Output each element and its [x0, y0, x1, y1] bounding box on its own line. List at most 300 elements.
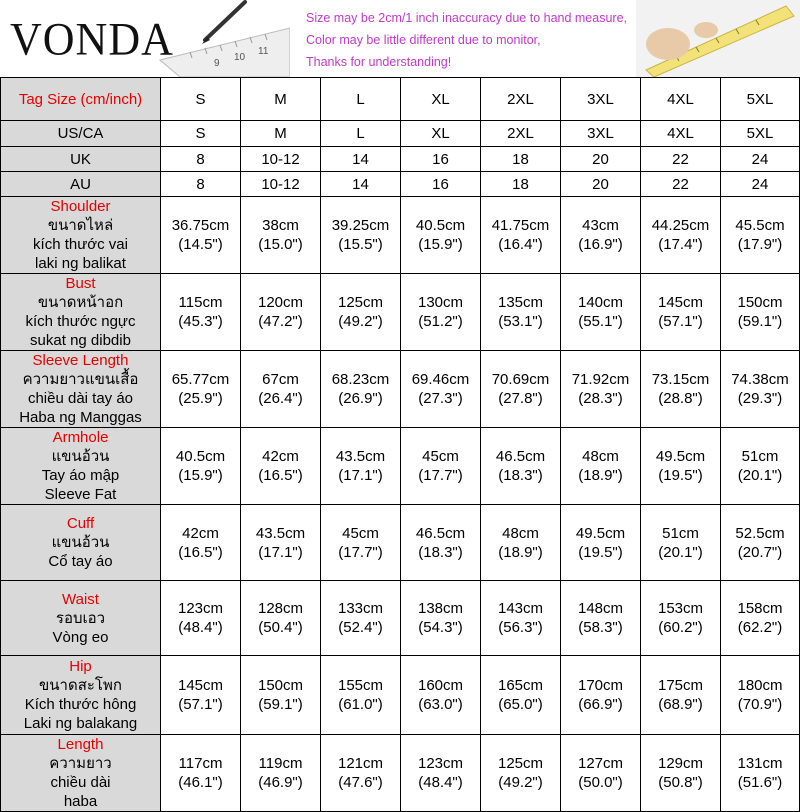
- row-label-line: AU: [70, 175, 91, 193]
- size-value: (70.9"): [737, 696, 783, 713]
- size-value-cell: [641, 121, 721, 147]
- table-row: [1, 78, 800, 121]
- table-row: [1, 581, 800, 656]
- size-value: 14: [352, 175, 369, 193]
- size-value-cell: [561, 351, 641, 428]
- size-value: 155cm: [337, 677, 384, 694]
- size-value: 133cm: [337, 600, 384, 617]
- size-value-cell: [721, 274, 800, 351]
- ruler-number: 11: [258, 46, 269, 57]
- size-value-cell: [321, 428, 401, 505]
- size-value-cell: [721, 197, 800, 274]
- size-value: 153cm: [657, 600, 704, 617]
- size-value: (25.9"): [178, 390, 223, 407]
- row-label: [1, 505, 161, 581]
- size-value: 2XL: [507, 90, 534, 108]
- size-value-cell: [561, 78, 641, 121]
- size-value: 51cm: [741, 448, 779, 465]
- size-value: (66.9"): [578, 696, 623, 713]
- row-label: [1, 656, 161, 735]
- size-value-cell: [481, 121, 561, 147]
- size-value: 68.23cm: [331, 371, 390, 388]
- size-value-cell: [721, 351, 800, 428]
- size-value: 45cm: [342, 524, 379, 542]
- size-value-cell: [401, 581, 481, 656]
- size-value: (49.2"): [498, 774, 543, 791]
- size-value-cell: [321, 121, 401, 147]
- size-value: 42cm: [182, 524, 219, 542]
- size-value: (63.0"): [418, 696, 463, 713]
- size-value-cell: [721, 656, 800, 735]
- size-value: (29.3"): [737, 390, 783, 407]
- brand-logo: VONDA: [10, 13, 174, 66]
- size-value-cell: [481, 351, 561, 428]
- size-value: (62.2"): [737, 619, 783, 636]
- row-label-line: แขนอ้วน: [51, 448, 110, 465]
- size-value-cell: [561, 147, 641, 172]
- size-value-cell: [481, 197, 561, 274]
- size-value: (51.6"): [737, 774, 783, 791]
- size-value-cell: [641, 147, 721, 172]
- row-label-line: US/CA: [57, 125, 104, 142]
- size-value-cell: [241, 581, 321, 656]
- size-value: (14.5"): [178, 236, 223, 253]
- size-value-cell: [241, 172, 321, 197]
- size-value-cell: [641, 78, 721, 121]
- size-value-cell: [161, 581, 241, 656]
- size-value: (68.9"): [658, 696, 703, 713]
- size-value: 74.38cm: [731, 371, 789, 388]
- size-value: 123cm: [177, 600, 224, 617]
- size-value: 43.5cm: [255, 524, 306, 542]
- size-value: (46.9"): [258, 774, 303, 791]
- size-value: 158cm: [737, 600, 783, 617]
- size-value-cell: [481, 78, 561, 121]
- size-value: 148cm: [577, 600, 624, 617]
- size-value: (16.4"): [498, 236, 543, 253]
- size-value: 145cm: [177, 677, 224, 694]
- size-value-cell: [321, 147, 401, 172]
- size-value-cell: [161, 351, 241, 428]
- size-value-cell: [641, 197, 721, 274]
- size-value-cell: [321, 172, 401, 197]
- size-value-cell: [401, 274, 481, 351]
- size-value: 123cm: [417, 755, 464, 772]
- size-value: (17.1"): [338, 467, 383, 484]
- size-value-cell: [641, 656, 721, 735]
- size-value-cell: [481, 172, 561, 197]
- size-value-cell: [561, 428, 641, 505]
- size-value: (55.1"): [578, 313, 623, 330]
- size-value: (26.9"): [338, 390, 383, 407]
- size-value: 2XL: [507, 125, 534, 142]
- ruler-number: 9: [214, 58, 220, 69]
- size-value: 67cm: [262, 371, 299, 388]
- size-value: 46.5cm: [415, 524, 466, 542]
- row-label-line: chiều dài tay áo: [27, 390, 134, 407]
- row-label: [1, 197, 161, 274]
- size-value: (46.1"): [178, 774, 223, 791]
- size-value-cell: [321, 656, 401, 735]
- size-value-cell: [721, 147, 800, 172]
- row-label-line: รอบเอว: [55, 609, 106, 627]
- size-value: (60.2"): [658, 619, 703, 636]
- size-value-cell: [721, 121, 800, 147]
- size-value: 43cm: [582, 217, 619, 234]
- size-value: 40.5cm: [175, 448, 226, 465]
- size-value: 10-12: [261, 150, 300, 168]
- size-value-cell: [401, 656, 481, 735]
- size-value: (45.3"): [178, 313, 223, 330]
- size-value-cell: [561, 172, 641, 197]
- size-value: XL: [431, 125, 450, 142]
- size-value: 36.75cm: [171, 217, 230, 234]
- row-label-line: Tay áo mập: [41, 467, 120, 484]
- row-label-line: ความยาวแขนเสื้อ: [22, 371, 139, 388]
- size-value-cell: [161, 78, 241, 121]
- size-value: 3XL: [587, 125, 614, 142]
- size-value: (17.1"): [258, 543, 303, 561]
- size-value: 44.25cm: [651, 217, 710, 234]
- row-label-line: Waist: [62, 590, 99, 608]
- size-value-cell: [161, 505, 241, 581]
- row-label-line: Cổ tay áo: [48, 553, 113, 570]
- size-value: 65.77cm: [171, 371, 230, 388]
- row-label: [1, 351, 161, 428]
- size-value: (52.4"): [338, 619, 383, 636]
- size-value: 20: [592, 175, 609, 193]
- size-value-cell: [481, 581, 561, 656]
- size-value: (56.3"): [498, 619, 543, 636]
- row-label-line: ขนาดหน้าอก: [37, 294, 124, 311]
- size-value: (59.1"): [737, 313, 783, 330]
- table-row: [1, 656, 800, 735]
- size-value: (61.0"): [338, 696, 383, 713]
- size-value: S: [195, 125, 206, 142]
- row-label-line: ความยาว: [49, 755, 112, 772]
- size-value: 3XL: [587, 90, 614, 108]
- note-line: Size may be 2cm/1 inch inaccuracy due to hand measure,: [306, 11, 628, 25]
- row-label-line: Shoulder: [50, 198, 111, 215]
- size-value: S: [195, 90, 206, 108]
- row-label: [1, 172, 161, 197]
- size-value: (15.9"): [178, 467, 223, 484]
- size-value: (28.8"): [658, 390, 703, 407]
- row-label: [1, 121, 161, 147]
- size-value: 16: [432, 175, 449, 193]
- table-row: [1, 147, 800, 172]
- pencil-ruler-illustration: [150, 0, 290, 77]
- size-value: 140cm: [577, 294, 624, 311]
- size-value: 119cm: [258, 755, 303, 772]
- size-value: (18.9"): [498, 543, 543, 561]
- size-value-cell: [401, 428, 481, 505]
- size-value: 48cm: [502, 524, 539, 542]
- size-value-cell: [481, 505, 561, 581]
- size-value-cell: [401, 505, 481, 581]
- size-value: (17.7"): [418, 467, 463, 484]
- size-value: (18.3"): [498, 467, 543, 484]
- size-value-cell: [481, 656, 561, 735]
- row-label-line: Vòng eo: [52, 628, 109, 646]
- size-value: XL: [431, 90, 450, 108]
- row-label-line: แขนอ้วน: [51, 534, 110, 551]
- size-value-cell: [161, 428, 241, 505]
- size-value: 128cm: [257, 600, 304, 617]
- size-value: 42cm: [262, 448, 299, 465]
- size-value-cell: [721, 581, 800, 656]
- size-value: 22: [672, 150, 689, 168]
- row-label-line: Tag Size (cm/inch): [18, 90, 143, 108]
- note-line: Color may be little different due to monitor,: [306, 33, 541, 47]
- size-value-cell: [561, 505, 641, 581]
- size-chart-table: [0, 77, 800, 812]
- note-line: Thanks for understanding!: [306, 55, 452, 69]
- size-value: 45cm: [422, 448, 459, 465]
- header-banner: [0, 0, 800, 77]
- size-value: 73.15cm: [651, 371, 710, 388]
- size-value-cell: [641, 428, 721, 505]
- size-value: 24: [751, 175, 769, 193]
- size-value-cell: [321, 581, 401, 656]
- size-value: (59.1"): [258, 696, 303, 713]
- size-value-cell: [401, 121, 481, 147]
- size-value: (20.7"): [737, 543, 783, 561]
- size-value: (49.2"): [338, 313, 383, 330]
- size-value: 40.5cm: [415, 217, 466, 234]
- size-value: 4XL: [667, 90, 694, 108]
- size-value: (16.5"): [258, 467, 303, 484]
- size-value: 5XL: [746, 90, 774, 108]
- size-value-cell: [321, 197, 401, 274]
- row-label-line: Kích thước hông: [24, 696, 137, 713]
- size-value-cell: [641, 351, 721, 428]
- size-value: (57.1"): [658, 313, 703, 330]
- size-value: 143cm: [497, 600, 544, 617]
- size-value: 175cm: [657, 677, 704, 694]
- size-value: (15.9"): [418, 236, 463, 253]
- size-value-cell: [161, 121, 241, 147]
- size-value: 69.46cm: [411, 371, 470, 388]
- size-value-cell: [641, 505, 721, 581]
- size-value: (47.6"): [338, 774, 383, 791]
- row-label: [1, 274, 161, 351]
- row-label-line: laki ng balikat: [35, 255, 126, 272]
- size-value: (20.1"): [737, 467, 783, 484]
- size-value: L: [356, 125, 365, 142]
- size-value: 121cm: [337, 755, 384, 772]
- size-value: (19.5"): [658, 467, 703, 484]
- size-value-cell: [641, 274, 721, 351]
- row-label-line: kích thước vai: [33, 236, 128, 253]
- row-label: [1, 581, 161, 656]
- size-value: 131cm: [737, 755, 783, 772]
- row-label: [1, 78, 161, 121]
- size-value-cell: [161, 197, 241, 274]
- size-value: 43.5cm: [335, 448, 386, 465]
- size-value-cell: [401, 172, 481, 197]
- size-value: (17.7"): [338, 543, 383, 561]
- size-value: 49.5cm: [575, 524, 626, 542]
- size-value: (58.3"): [578, 619, 623, 636]
- size-value-cell: [401, 78, 481, 121]
- table-row: [1, 121, 800, 147]
- size-value: (20.1"): [658, 543, 703, 561]
- size-value: 125cm: [337, 294, 384, 311]
- size-value: 150cm: [257, 677, 304, 694]
- size-value: 20: [592, 150, 609, 168]
- size-value-cell: [321, 78, 401, 121]
- size-value: (16.9"): [578, 236, 623, 253]
- size-value: M: [274, 90, 287, 108]
- size-value-cell: [241, 656, 321, 735]
- size-value-cell: [241, 121, 321, 147]
- size-value: (50.4"): [258, 619, 303, 636]
- row-label-line: Haba ng Manggas: [19, 409, 142, 426]
- size-value-cell: [241, 147, 321, 172]
- size-value: 38cm: [262, 217, 299, 234]
- size-value: (48.4"): [418, 774, 463, 791]
- size-value: L: [356, 90, 365, 108]
- size-value-cell: [401, 197, 481, 274]
- size-value: 127cm: [577, 755, 624, 772]
- size-value: (15.0"): [258, 236, 303, 253]
- size-value-cell: [561, 581, 641, 656]
- measurement-notes: [306, 7, 627, 73]
- row-label-line: Sleeve Length: [32, 352, 129, 369]
- size-value: (65.0"): [498, 696, 543, 713]
- row-label-line: kích thước ngực: [25, 313, 136, 330]
- size-value: (54.3"): [418, 619, 463, 636]
- size-value-cell: [401, 147, 481, 172]
- table-row: [1, 505, 800, 581]
- row-label-line: sukat ng dibdib: [30, 332, 131, 349]
- size-value: 8: [196, 175, 205, 193]
- row-label-line: UK: [70, 150, 91, 168]
- size-value: (19.5"): [578, 543, 623, 561]
- size-value: 120cm: [257, 294, 304, 311]
- table-row: [1, 274, 800, 351]
- size-value-cell: [721, 505, 800, 581]
- table-row: [1, 197, 800, 274]
- size-value-cell: [161, 656, 241, 735]
- size-value: 51cm: [662, 524, 699, 542]
- size-value-cell: [561, 121, 641, 147]
- size-value: (15.5"): [338, 236, 383, 253]
- size-value-cell: [321, 351, 401, 428]
- size-value-cell: [721, 78, 800, 121]
- size-value: 145cm: [657, 294, 704, 311]
- table-row: [1, 172, 800, 197]
- size-value: 18: [512, 150, 529, 168]
- row-label-line: Hip: [69, 658, 92, 675]
- size-value: 52.5cm: [735, 524, 785, 542]
- size-value: (18.3"): [418, 543, 463, 561]
- size-value: 160cm: [417, 677, 464, 694]
- size-value-cell: [161, 147, 241, 172]
- row-label-line: Bust: [65, 275, 96, 292]
- size-value: (51.2"): [418, 313, 463, 330]
- row-label-line: Laki ng balakang: [23, 715, 138, 732]
- size-value-cell: [241, 428, 321, 505]
- size-value: (17.9"): [737, 236, 783, 253]
- size-value-cell: [241, 351, 321, 428]
- size-value: 135cm: [497, 294, 544, 311]
- size-value-cell: [401, 351, 481, 428]
- size-value: (17.4"): [658, 236, 703, 253]
- row-label: [1, 428, 161, 505]
- size-value: 24: [751, 150, 769, 168]
- row-label-line: ขนาดสะโพก: [39, 677, 122, 694]
- size-value: (27.3"): [418, 390, 463, 407]
- size-value-cell: [161, 274, 241, 351]
- size-value-cell: [561, 274, 641, 351]
- size-value-cell: [241, 505, 321, 581]
- size-value: 45.5cm: [735, 217, 785, 234]
- size-value-cell: [481, 274, 561, 351]
- table-row: [1, 351, 800, 428]
- size-value: 180cm: [737, 677, 783, 694]
- size-value: (50.0"): [578, 774, 623, 791]
- size-value: (57.1"): [178, 696, 223, 713]
- row-label-line: Sleeve Fat: [44, 486, 117, 503]
- size-value-cell: [561, 197, 641, 274]
- size-value-cell: [161, 172, 241, 197]
- size-value: 10-12: [261, 175, 300, 193]
- size-value: 49.5cm: [655, 448, 706, 465]
- size-value: (16.5"): [178, 543, 223, 561]
- size-value-cell: [641, 172, 721, 197]
- size-value-cell: [241, 274, 321, 351]
- size-value: 115cm: [178, 294, 223, 311]
- row-label-line: Armhole: [52, 429, 109, 446]
- size-value: 71.92cm: [571, 371, 630, 388]
- size-value: 41.75cm: [491, 217, 550, 234]
- size-value: (27.8"): [498, 390, 543, 407]
- ruler-number: 10: [234, 52, 246, 63]
- table-row: [1, 428, 800, 505]
- size-value: 18: [512, 175, 529, 193]
- size-value-cell: [721, 172, 800, 197]
- size-value-cell: [721, 428, 800, 505]
- size-value: 46.5cm: [495, 448, 546, 465]
- size-value: (47.2"): [258, 313, 303, 330]
- row-label-line: ขนาดไหล่: [47, 217, 114, 234]
- size-value: 39.25cm: [331, 217, 390, 234]
- measuring-tape-illustration: [636, 0, 800, 77]
- size-value: M: [274, 125, 287, 142]
- size-value: 138cm: [417, 600, 464, 617]
- size-value: (48.4"): [178, 619, 223, 636]
- row-label-line: haba: [63, 793, 98, 810]
- row-label-line: Cuff: [66, 515, 95, 532]
- size-value: 117cm: [178, 755, 223, 772]
- size-value-cell: [321, 505, 401, 581]
- size-value: (50.8"): [658, 774, 703, 791]
- size-value: 170cm: [577, 677, 624, 694]
- size-value: 48cm: [582, 448, 619, 465]
- size-value-cell: [481, 428, 561, 505]
- size-value-cell: [321, 274, 401, 351]
- size-value-cell: [641, 581, 721, 656]
- row-label-line: chiều dài: [50, 774, 111, 791]
- size-value: 8: [196, 150, 205, 168]
- size-value: 16: [432, 150, 449, 168]
- size-value: (18.9"): [578, 467, 623, 484]
- row-label-line: Length: [57, 736, 104, 753]
- size-value-cell: [241, 197, 321, 274]
- size-value: (26.4"): [258, 390, 303, 407]
